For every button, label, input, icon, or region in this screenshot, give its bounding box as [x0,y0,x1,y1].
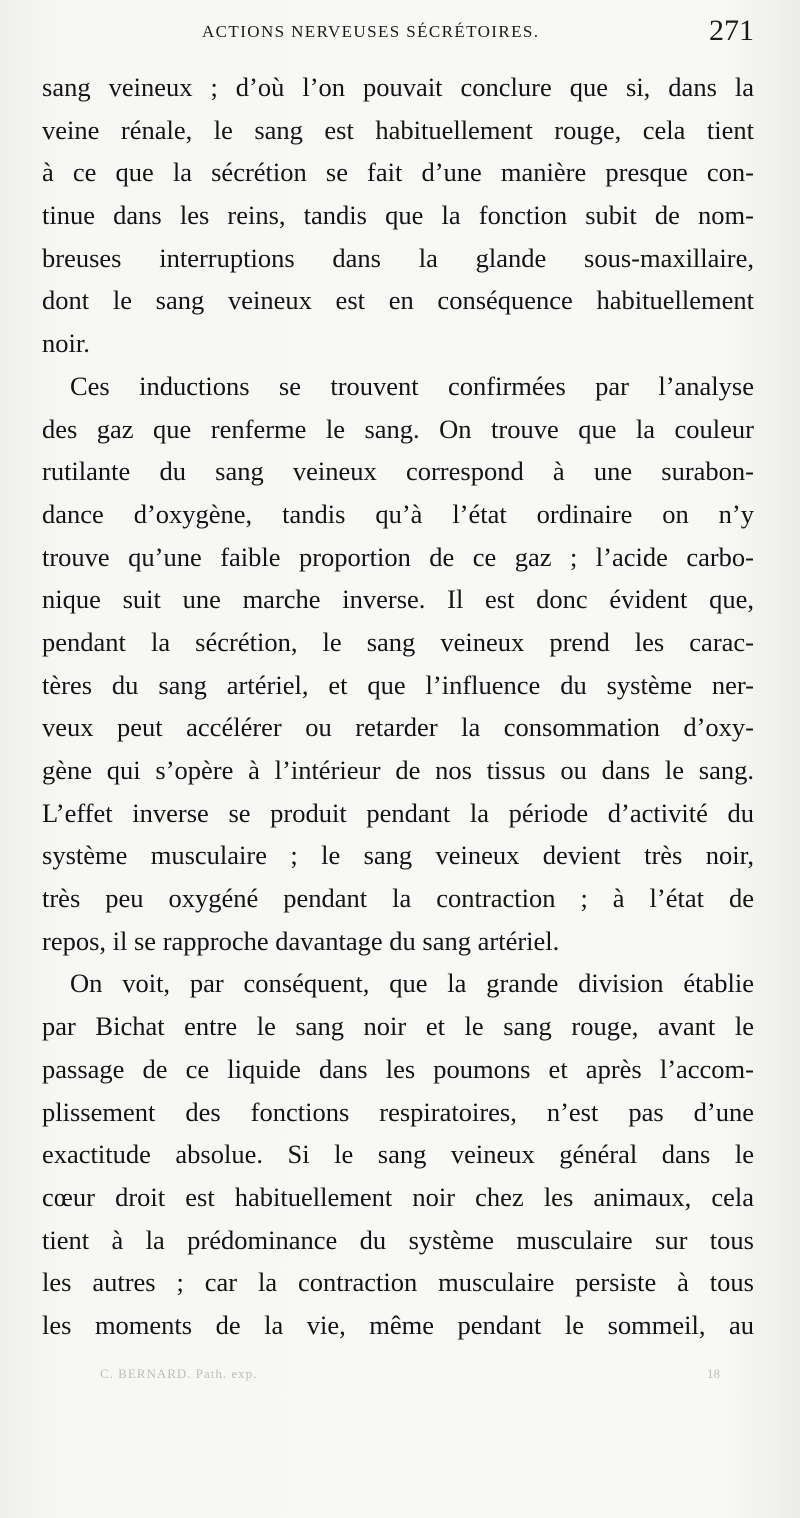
text-line: plissement des fonctions respiratoires, n’est pas d’une [42,1096,754,1127]
text-line: trouve qu’une faible proportion de ce gaz ; l’acide carbo- [42,541,754,572]
body-text [42,66,754,1347]
text-line: noir. [42,328,90,359]
text-line: veux peut accélérer ou retarder la consommation d’oxy- [42,712,754,743]
page-footer [100,1366,720,1390]
paragraph [42,962,754,1346]
text-line: tient à la prédominance du système musculaire sur tous [42,1224,754,1255]
text-line: dance d’oxygène, tandis qu’à l’état ordinaire on n’y [42,498,754,529]
text-line: Ces inductions se trouvent confirmées par l’analyse [70,370,754,401]
text-line: nique suit une marche inverse. Il est donc évident que, [42,584,754,615]
text-line: système musculaire ; le sang veineux devient très noir, [42,840,754,871]
text-line: breuses interruptions dans la glande sous-maxillaire, [42,242,754,273]
text-line: pendant la sécrétion, le sang veineux prend les carac- [42,626,754,657]
text-line: repos, il se rapproche davantage du sang artériel. [42,925,560,956]
text-line: gène qui s’opère à l’intérieur de nos tissus ou dans le sang. [42,755,754,785]
text-line: à ce que la sécrétion se fait d’une manière presque con- [42,157,754,188]
text-line: cœur droit est habituellement noir chez les animaux, cela [42,1181,754,1212]
page-header [42,14,754,54]
text-line: exactitude absolue. Si le sang veineux général dans le [42,1139,754,1170]
text-line: des gaz que renferme le sang. On trouve que la couleur [42,413,754,444]
paragraph [42,66,754,365]
text-line: rutilante du sang veineux correspond à une surabon- [42,456,754,487]
text-line: par Bichat entre le sang noir et le sang rouge, avant le [42,1011,754,1042]
text-line: On voit, par conséquent, que la grande division établie [70,968,754,999]
text-line: tères du sang artériel, et que l’influence du système ner- [42,669,754,700]
text-line: tinue dans les reins, tandis que la fonction subit de nom- [42,200,754,231]
running-head: ACTIONS NERVEUSES SÉCRÉTOIRES. [202,22,540,41]
signature-mark: 18 [707,1366,720,1381]
text-line: dont le sang veineux est en conséquence habituellement [42,285,754,316]
page-number: 271 [709,14,754,47]
text-line: veine rénale, le sang est habituellement rouge, cela tient [42,114,754,145]
text-line: les autres ; car la contraction musculaire persiste à tous [42,1267,754,1298]
text-line: sang veineux ; d’où l’on pouvait conclure que si, dans la [42,72,754,102]
text-line: très peu oxygéné pendant la contraction ; à l’état de [42,883,754,914]
printer-signature: C. BERNARD. Path. exp. [100,1366,258,1381]
text-line: passage de ce liquide dans les poumons et après l’accom- [42,1053,754,1084]
text-line: les moments de la vie, même pendant le sommeil, au [42,1309,754,1340]
text-line: L’effet inverse se produit pendant la période d’activité du [42,797,754,828]
paragraph [42,365,754,963]
